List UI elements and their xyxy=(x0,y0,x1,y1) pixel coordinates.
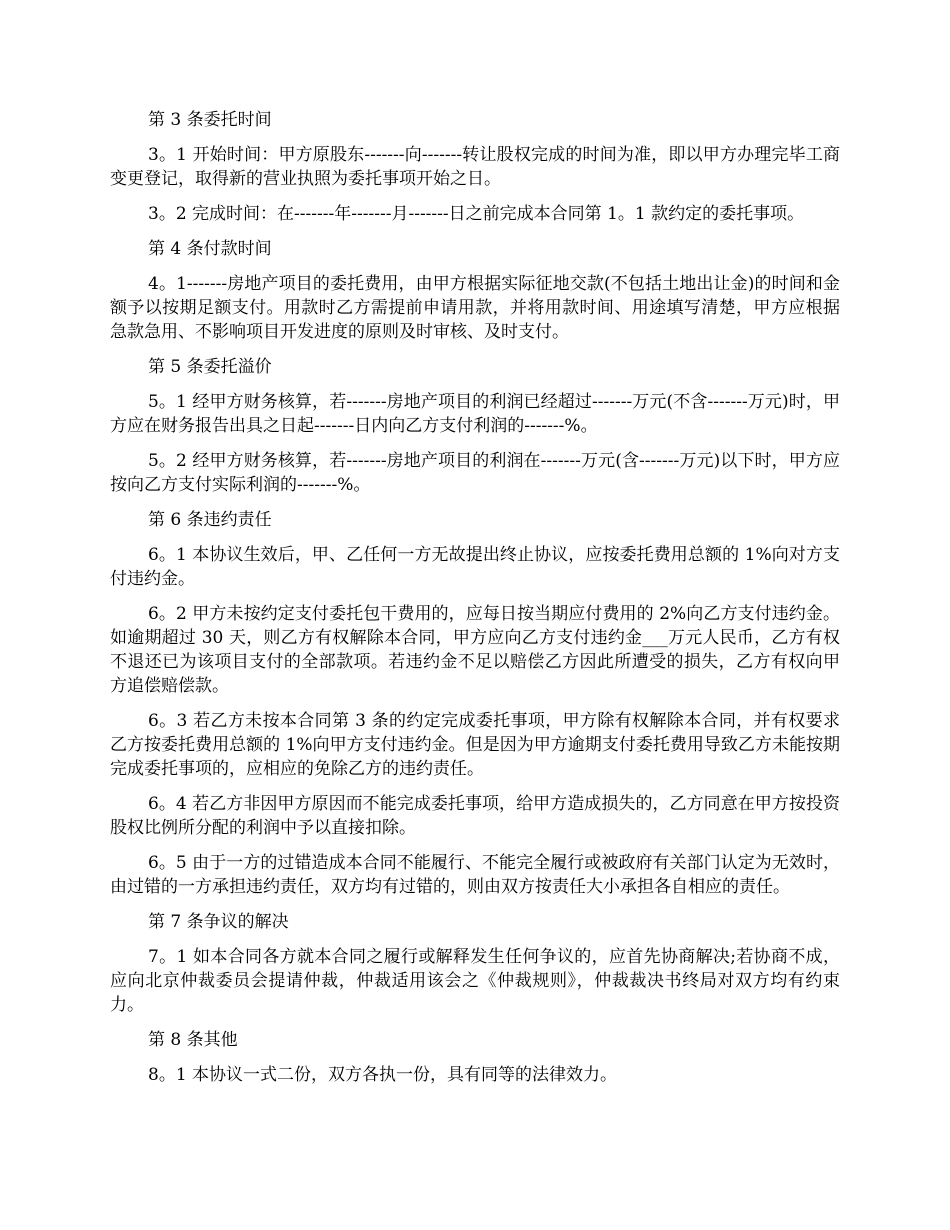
clause-4-1: 4。1-------房地产项目的委托费用，由甲方根据实际征地交款(不包括土地出让金)的时间和金额予以按期足额支付。用款时乙方需提前申请用款，并将用款时间、用途填写清楚，甲方应根据急款急用、不影响项目开发进度的原则及时审核、及时支付。 xyxy=(110,274,840,342)
clause-3-1: 3。1 开始时间：甲方原股东-------向-------转让股权完成的时间为准，即以甲方办理完毕工商变更登记，取得新的营业执照为委托事项开始之日。 xyxy=(110,145,840,189)
section-heading-8: 第 8 条其他 xyxy=(148,1030,238,1050)
section-heading-4: 第 4 条付款时间 xyxy=(148,239,272,259)
clause-6-4: 6。4 若乙方非因甲方原因而不能完成委托事项，给甲方造成损失的，乙方同意在甲方按投资股权比例所分配的利润中予以直接扣除。 xyxy=(110,794,840,838)
clause-7-1: 7。1 如本合同各方就本合同之履行或解释发生任何争议的，应首先协商解决;若协商不成，应向北京仲裁委员会提请仲裁，仲裁适用该会之《仲裁规则》，仲裁裁决书终局对双方均有约束力。 xyxy=(110,947,840,1015)
clause-5-2: 5。2 经甲方财务核算，若-------房地产项目的利润在-------万元(含-------万元)以下时，甲方应按向乙方支付实际利润的-------%。 xyxy=(110,451,840,495)
section-heading-6: 第 6 条违约责任 xyxy=(148,510,272,530)
clause-6-3: 6。3 若乙方未按本合同第 3 条的约定完成委托事项，甲方除有权解除本合同，并有权要求乙方按委托费用总额的 1%向甲方支付违约金。但是因为甲方逾期支付委托费用导致乙方未能按期完成委托事项的，应相应的免除乙方的违约责任。 xyxy=(110,711,840,779)
clause-6-5: 6。5 由于一方的过错造成本合同不能履行、不能完全履行或被政府有关部门认定为无效时，由过错的一方承担违约责任，双方均有过错的，则由双方按责任大小承担各自相应的责任。 xyxy=(110,853,840,897)
section-heading-5: 第 5 条委托溢价 xyxy=(148,357,272,377)
document-page xyxy=(110,108,840,1098)
clause-6-1: 6。1 本协议生效后，甲、乙任何一方无故提出终止协议，应按委托费用总额的 1%向对方支付违约金。 xyxy=(110,545,840,589)
clause-8-1: 8。1 本协议一式二份，双方各执一份，具有同等的法律效力。 xyxy=(148,1065,618,1085)
clause-5-1: 5。1 经甲方财务核算，若-------房地产项目的利润已经超过-------万元(不含-------万元)时，甲方应在财务报告出具之日起-------日内向乙方支付利润的-------%。 xyxy=(110,392,840,436)
section-heading-7: 第 7 条争议的解决 xyxy=(148,912,289,932)
section-heading-3: 第 3 条委托时间 xyxy=(148,110,272,130)
clause-3-2: 3。2 完成时间：在-------年-------月-------日之前完成本合同第 1。1 款约定的委托事项。 xyxy=(148,204,805,224)
clause-6-2: 6。2 甲方未按约定支付委托包干费用的，应每日按当期应付费用的 2%向乙方支付违约金。如逾期超过 30 天，则乙方有权解除本合同，甲方应向乙方支付违约金___万元人民币，乙方有权不退还已为该项目支付的全部款项。若违约金不足以赔偿乙方因此所遭受的损失，乙方有权向甲方追偿赔偿款。 xyxy=(110,604,840,696)
